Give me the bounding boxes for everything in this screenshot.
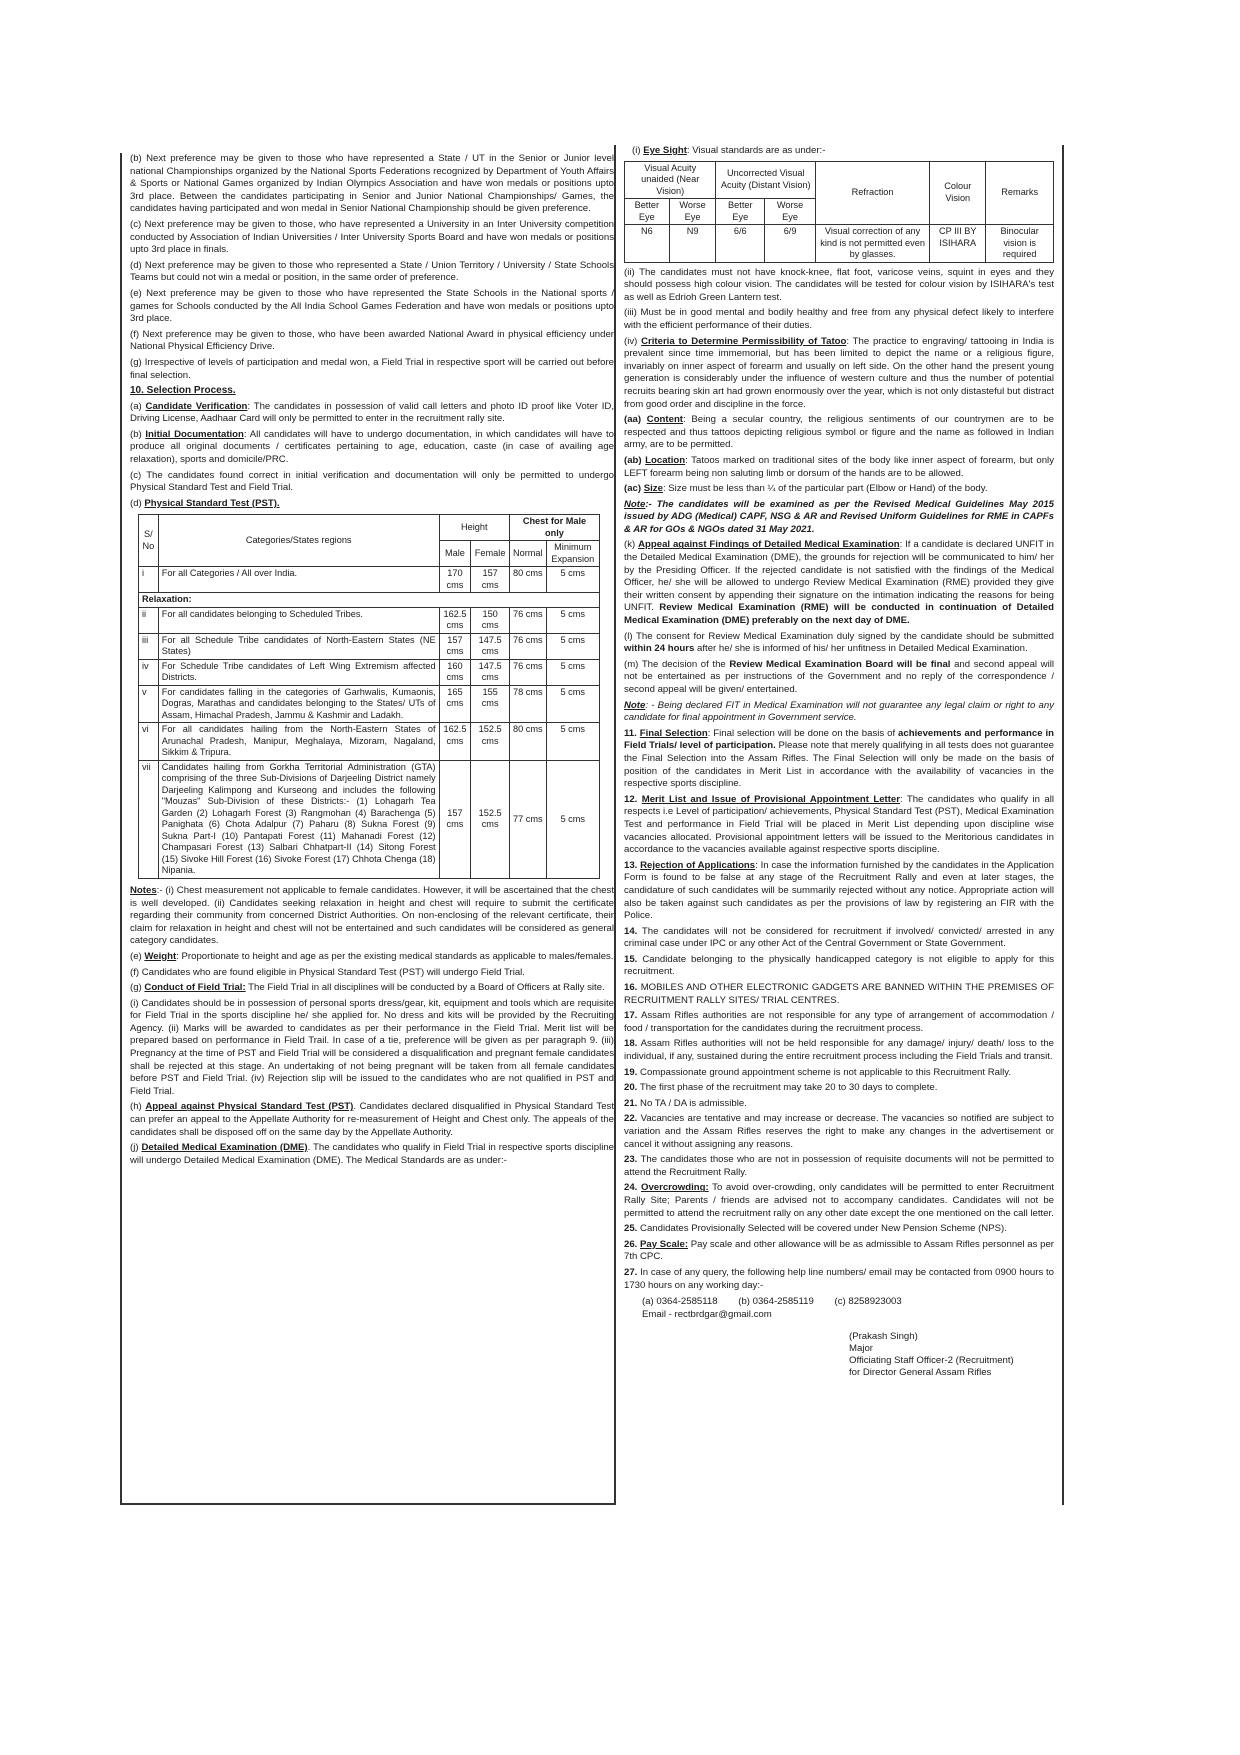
fit-note: Note: - Being declared FIT in Medical Examination will not guarantee any legal claim or right to any candidate for final appointment in Government service. bbox=[624, 699, 1054, 724]
section-14: 14. The candidates will not be considered for recruitment if involved/ convicted/ arrested in any criminal case under IPC or any other Act of the Central Government or State Government. bbox=[624, 925, 1054, 950]
th-height: Height bbox=[439, 515, 509, 541]
th-min-exp: Minimum Expansion bbox=[546, 541, 599, 567]
section-17: 17. Assam Rifles authorities are not responsible for any type of arrangement of accommodation / food / transportation for the candidates during the recruitment process. bbox=[624, 1010, 1055, 1034]
table-row: iii For all Schedule Tribe candidates of North-Eastern States (NE States) 157 cms 147.5 cms 76 cms 5 cms bbox=[139, 633, 600, 659]
pref-c: (c) Next preference may be given to those, who have represented a University in an Inter University competition conducted by Association of Indian Universities / Inter University Sports Board and have won medals or positions upto 3rd place in finals. bbox=[130, 218, 614, 256]
th-category: Categories/States regions bbox=[158, 515, 439, 567]
eye-sight-table: Visual Acuity unaided (Near Vision) Uncorrected Visual Acuity (Distant Vision) Refraction Colour Vision Remarks Better Eye Worse Eye Better Eye Worse Eye N6 N9 6/6 6/9 Visual correction of any kind is not permitted even by glasses. CP III BY ISIHARA Binocular vision is required bbox=[624, 161, 1054, 263]
section-18: 18. Assam Rifles authorities will not be held responsible for any damage/ injury/ death/ loss to the individual, if any, sustained during the entire recruitment process including the Field Trials and transit. bbox=[624, 1038, 1054, 1063]
table-row: ii For all candidates belonging to Scheduled Tribes. 162.5 cms 150 cms 76 cms 5 cms bbox=[139, 607, 600, 633]
section-12: 12. Merit List and Issue of Provisional Appointment Letter: The candidates who qualify in all respects i.e Level of participation/ achievements, Physical Standard Test (PST), Medical Examination Test and performance in Field Trial will be placed in Merit List depending upon discipline wise vacancies allocated. Provisional appointment letters will be issued to the Meritorious candidates in accordance to the vacancies available against respective sports discipline. bbox=[624, 793, 1054, 856]
tattoo: (iv) Criteria to Determine Permissibility of Tatoo: The practice to engraving/ tattooing in India is prevalent since time immemorial, but has been limited to depict the name or a religious figure, invariably on inner aspect of forearm and usually on left side. On the other hand the present young generation is considerably under the influence of western culture and thus the number of potential recruits bearing skin art had grown enormously over the year, which is not only distasteful but distract from good order and discipline in the force. bbox=[624, 335, 1054, 410]
th-male: Male bbox=[439, 541, 471, 567]
section-20: 20. The first phase of the recruitment may take 20 to 30 days to complete. bbox=[624, 1082, 938, 1094]
tattoo-ac: (ac) Size: Size must be less than ¼ of the particular part (Elbow or Hand) of the body. bbox=[624, 483, 988, 495]
sp-j: (j) Detailed Medical Examination (DME). The candidates who qualify in Field Trial in respective sports discipline will undergo Detailed Medical Examination (DME). The Medical Standards are as under:- bbox=[130, 1142, 615, 1166]
section-21: 21. No TA / DA is admissible. bbox=[624, 1097, 747, 1109]
table-row: vii Candidates hailing from Gorkha Territorial Administration (GTA) comprising of the three Sub-Divisions of Darjeeling District namely Darjeeling Kalimpong and Kurseong and includes the following "Mouzas" Sub-Division of these Districts:- (1) Lohagarh Tea Garden (2) Lohagarh Forest (3) Rangmohan (4) Barachenga (5) Panighata (6) Chota Adalpur (7) Paharu (8) Sukna Forest (9) Sukna Part-I (10) Pantapati Forest (11) Mahanadi Forest (12) Champasari Forest (13) Salbari Chhatpart-II (14) Sitong Forest (15) Sivoke Hill Forest (16) Sivoke Forest (17) Chhota Chenga (18) Nipania. 157 cms 152.5 cms 77 cms 5 cms bbox=[139, 760, 600, 878]
th-sno: S/ No bbox=[139, 515, 159, 567]
tattoo-ab: (ab) Location: Tatoos marked on traditional sites of the body like inner aspect of forearm, but only LEFT forearm being non saluting limb or dorsum of the hands are to be allowed. bbox=[624, 454, 1054, 479]
section-15: 15. Candidate belonging to the physically handicapped category is not eligible to apply for this recruitment. bbox=[624, 953, 1054, 978]
pref-e: (e) Next preference may be given to those who have represented the State Schools in the National sports / games for Schools conducted by the All India School Games Federation and have won medals or positions upto 3rd place. bbox=[130, 287, 614, 325]
table-row: iv For Schedule Tribe candidates of Left Wing Extremism affected Districts. 160 cms 147.5 cms 76 cms 5 cms bbox=[139, 659, 600, 685]
pref-b: (b) Next preference may be given to those who have represented a State / UT in the Senior or Junior level national Championships organized by the National Sports Federations recognized by Department of Youth Affairs & Sports or National Games organized by Indian Olympics Association and have won medals or positions upto 3rd place. Between the candidates participating in Senior and Junior National Championships/ Games, the candidates having participated and won medal in Senior National Championship should be given preference. bbox=[130, 153, 614, 215]
rme-final: (m) The decision of the Review Medical Examination Board will be final and second appeal will not be entertained as per instructions of the Government and no reply of the correspondence / second appeal will be given/ entertained. bbox=[624, 658, 1054, 695]
pst-table bbox=[138, 514, 600, 879]
signature-block bbox=[849, 1331, 1054, 1379]
th-chest: Chest for Male only bbox=[509, 515, 599, 541]
section-23: 23. The candidates those who are not in possession of requisite documents will not be permitted to attend the Recruitment Rally. bbox=[624, 1154, 1054, 1178]
sp-e-weight: (e) Weight: Proportionate to height and age as per the existing medical standards as applicable to males/females. bbox=[130, 950, 614, 962]
section-16: 16. MOBILES AND OTHER ELECTRONIC GADGETS ARE BANNED WITHIN THE PREMISES OF RECRUITMENT RALLY SITES/ TRIAL CENTRES. bbox=[624, 982, 1054, 1006]
pref-d: (d) Next preference may be given to those who represented a State / Union Territory / University / State Schools Teams but could not win a medal or position, in the same order of preference. bbox=[130, 259, 614, 284]
table-row: i For all Categories / All over India. 170 cms 157 cms 80 cms 5 cms bbox=[139, 567, 600, 593]
left-column bbox=[120, 153, 614, 1505]
notes: Notes:- (i) Chest measurement not applicable to female candidates. However, it will be ascertained that the chest is well developed. (ii) Candidates seeking relaxation in height and chest will require to submit the certificate regarding their community from concerned District Authorities. On non-enclosing of the relevant certificate, their claim for relaxation in height and chest will not be entertained and such candidates will be considered as general category candidates. bbox=[130, 884, 614, 947]
sp-b-label: Initial Documentation bbox=[145, 428, 244, 440]
section-27: 27. In case of any query, the following help line numbers/ email may be contacted from 0900 hours to 1730 hours on any working day:- bbox=[624, 1266, 1054, 1291]
sp-g-detail: (i) Candidates should be in possession of personal sports dress/gear, kit, equipment and tools which are requisite for Field Trial in the sports discipline he/ she applied for. No dress and kits will be provided by the Recruiting Agency. (ii) Marks will be awarded to candidates as per their performance in the Field Trial. Merit list will be prepared based on performance in Field Trail. In case of a tie, preference will be given as per paragraph 9. (iii) Pregnancy at the time of PST and Field Trial will be considered a disqualification and pregnant female candidates shall be rejected at this stage. An undertaking of not being pregnant will be taken from all female candidates before PST and Field Trial. (iv) Rejection slip will be issued to the candidates who are not qualified in PST and Field Trial. bbox=[130, 997, 614, 1097]
sp-b: (b) Initial Documentation: All candidates will have to undergo documentation, in which candidates will have to produce all original documents / certificates pertaining to age, education, caste (in case of availing age relaxation), sports and domicile/PRC. bbox=[130, 428, 614, 466]
pst-title: Physical Standard Test (PST). bbox=[144, 497, 280, 509]
sp-h: (h) Appeal against Physical Standard Test (PST). Candidates declared disqualified in Physical Standard Test can prefer an appeal to the Appellate Authority for re-measurement of Height and Chest only. The appeals of the candidates shall be disposed off on the same day by the Appellate Authority. bbox=[130, 1101, 614, 1138]
pref-f: (f) Next preference may be given to those, who have been awarded National Award in physical efficiency under National Physical Efficiency Drive. bbox=[130, 328, 614, 353]
helpline-c: (c) 8258923003 bbox=[834, 1296, 902, 1308]
th-normal: Normal bbox=[509, 541, 546, 567]
signatory-post: Officiating Staff Officer-2 (Recruitment) bbox=[849, 1355, 1014, 1367]
section-24: 24. Overcrowding: To avoid over-crowding, only candidates will be permitted to enter Recruitment Rally Site; Parents / friends are advised not to accompany candidates. Candidates will not be permitted to attend the recruitment rally on any other date except the one mentioned on the call letter. bbox=[624, 1182, 1055, 1219]
right-column bbox=[614, 145, 1064, 1505]
section-10-title: 10. Selection Process. bbox=[130, 385, 236, 397]
table-row: N6 N9 6/6 6/9 Visual correction of any kind is not permitted even by glasses. CP III BY ISIHARA Binocular vision is required bbox=[625, 225, 1054, 263]
relaxation-row: Relaxation: bbox=[139, 593, 600, 608]
sp-a-label: Candidate Verification bbox=[145, 400, 248, 412]
signatory-name: (Prakash Singh) bbox=[849, 1331, 918, 1343]
eye-iii: (iii) Must be in good mental and bodily healthy and free from any physical defect likely to interfere with the efficient performance of their duties. bbox=[624, 307, 1054, 331]
section-11: 11. Final Selection: Final selection will be done on the basis of achievements and performance in Field Trials/ level of participation. Please note that merely qualifying in all tests does not guarantee the Final Selection into the Assam Rifles. The Final Selection will only be made on the basis of position of the candidates in Merit List in accordance with the availability of vacancies in the respective sports discipline. bbox=[624, 727, 1055, 790]
section-26: 26. Pay Scale: Pay scale and other allowance will be as admissible to Assam Rifles personnel as per 7th CPC. bbox=[624, 1238, 1054, 1263]
notice-page bbox=[120, 145, 1120, 1520]
section-22: 22. Vacancies are tentative and may increase or decrease. The vacancies so notified are subject to variation and the Assam Rifles reserves the right to make any changes in the advertisement or cancel it without assigning any reasons. bbox=[624, 1113, 1054, 1150]
rme-consent: (l) The consent for Review Medical Examination duly signed by the candidate should be submitted within 24 hours after he/ she is informed of his/ her unfitness in Detailed Medical Examination. bbox=[624, 630, 1054, 655]
tattoo-aa: (aa) Content: Being a secular country, the religious sentiments of our countrymen are to be respected and thus tattoos depicting religious symbol or figure and the name as followed in Indian army, are to be permitted. bbox=[624, 414, 1054, 451]
sp-f: (f) Candidates who are found eligible in Physical Standard Test (PST) will undergo Field Trial. bbox=[130, 966, 525, 978]
appeal-dme: (k) Appeal against Findings of Detailed Medical Examination: If a candidate is declared UNFIT in the Detailed Medical Examination (DME), the grounds for rejection will be communicated to him/ her by the Presiding Officer. If the rejected candidate is not satisfied with the findings of the Medical Officer, he/ she will be allowed to undergo Review Medical Examination (RME) provided they give their written consent by appending their signature on the intimation indicating the reasons for being UNFIT. Review Medical Examination (RME) will be conducted in continuation of Detailed Medical Examination (DME) preferably on the next day of DME. bbox=[624, 539, 1054, 627]
th-female: Female bbox=[471, 541, 510, 567]
section-19: 19. Compassionate ground appointment scheme is not applicable to this Recruitment Rally. bbox=[624, 1066, 1011, 1078]
sp-d: (d) Physical Standard Test (PST). bbox=[130, 497, 280, 509]
helpline-b: (b) 0364-2585119 bbox=[738, 1296, 814, 1308]
eye-sight-intro: (i) Eye Sight: Visual standards are as under:- bbox=[624, 145, 826, 156]
sp-c: (c) The candidates found correct in initial verification and documentation will only be permitted to undergo Physical Standard Test and Field Trial. bbox=[130, 469, 614, 494]
signatory-rank: Major bbox=[849, 1343, 873, 1355]
medical-note: Note:- The candidates will be examined as per the Revised Medical Guidelines May 2015 issued by ADG (Medical) CAPF, NSG & AR and Revised Uniform Guidelines for RME in CAPFs & AR for GOs & NGOs dated 31 May 2021. bbox=[624, 498, 1054, 535]
pref-g: (g) Irrespective of levels of participation and medal won, a Field Trial in respective sport will be carried out before final selection. bbox=[130, 356, 614, 381]
helpline-a: (a) 0364-2585118 bbox=[642, 1296, 718, 1308]
table-row: vi For all candidates hailing from the North-Eastern States of Arunachal Pradesh, Manipur, Meghalaya, Mizoram, Nagaland, Sikkim & Tripura. 162.5 cms 152.5 cms 80 cms 5 cms bbox=[139, 723, 600, 761]
helpline-email[interactable]: Email - rectbrdgar@gmail.com bbox=[642, 1308, 772, 1320]
signatory-for: for Director General Assam Rifles bbox=[849, 1367, 992, 1379]
sp-g: (g) Conduct of Field Trial: The Field Trial in all disciplines will be conducted by a Board of Officers at Rally site. bbox=[130, 982, 605, 994]
section-25: 25. Candidates Provisionally Selected will be covered under New Pension Scheme (NPS). bbox=[624, 1223, 1007, 1235]
helpline-contacts bbox=[642, 1296, 1054, 1321]
section-13: 13. Rejection of Applications: In case the information furnished by the candidates in the Application Form is found to be false at any stage of the Recruitment Rally and even at later stages, the candidature of such candidates will be summarily rejected without any notice. Appropriate action will also be taken against such candidates as per the provisions of law by registering an FIR with the Police. bbox=[624, 859, 1054, 922]
sp-a: (a) Candidate Verification: The candidates in possession of valid call letters and photo ID proof like Voter ID, Driving License, Aadhaar Card will only be permitted to enter in the recruitment rally site. bbox=[130, 400, 615, 425]
eye-ii: (ii) The candidates must not have knock-knee, flat foot, varicose veins, squint in eyes and they should possess high colour vision. The candidates will be tested for colour vision by ISIHARA's test as well as Edrioh Green Lantern test. bbox=[624, 266, 1054, 303]
table-row: v For candidates falling in the categories of Garhwalis, Kumaonis, Dogras, Marathas and candidates belonging to the States/ UTs of Assam, Himachal Pradesh, Jammu & Kashmir and Ladakh. 165 cms 155 cms 78 cms 5 cms bbox=[139, 685, 600, 723]
